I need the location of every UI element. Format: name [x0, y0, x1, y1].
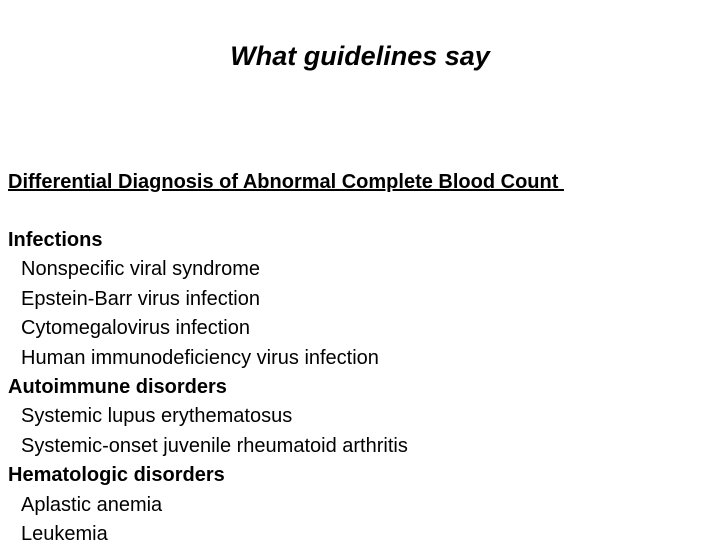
- slide-subtitle: Differential Diagnosis of Abnormal Complete Blood Count: [8, 171, 564, 193]
- slide-title: What guidelines say: [230, 41, 490, 71]
- list-item: Aplastic anemia: [21, 493, 163, 516]
- list-item: Nonspecific viral syndrome: [21, 258, 260, 281]
- list-item: Systemic-onset juvenile rheumatoid arthritis: [21, 434, 408, 457]
- list-item: Human immunodeficiency virus infection: [21, 346, 379, 369]
- section-heading-autoimmune-disorders: Autoimmune disorders: [8, 375, 227, 398]
- section-heading-hematologic-disorders: Hematologic disorders: [8, 464, 225, 487]
- list-item: Leukemia: [21, 522, 108, 545]
- list-item: Cytomegalovirus infection: [21, 317, 250, 340]
- section-heading-infections: Infections: [8, 229, 103, 251]
- list-item: Systemic lupus erythematosus: [21, 405, 293, 428]
- list-item: Epstein-Barr virus infection: [21, 287, 260, 310]
- diagnosis-list: [8, 226, 408, 549]
